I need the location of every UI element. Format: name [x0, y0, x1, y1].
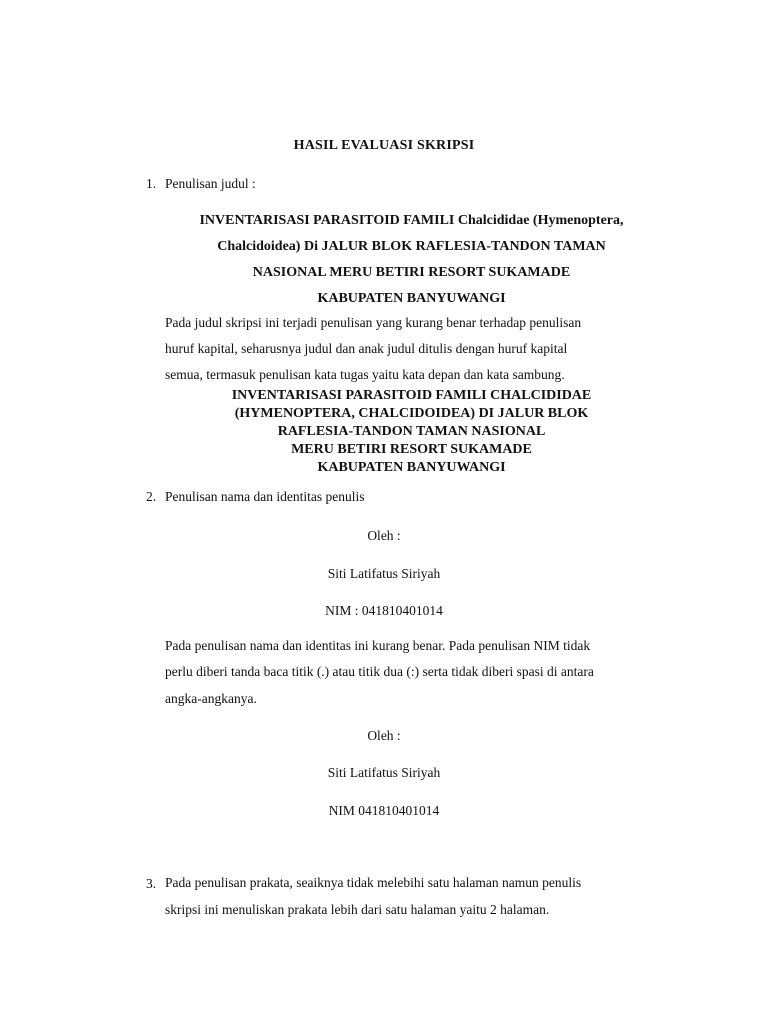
original-nim: NIM : 041810401014: [325, 603, 443, 618]
section-1-comment-line-3: semua, termasuk penulisan kata tugas yaitu kata depan dan kata sambung.: [165, 367, 565, 382]
original-title-line-3: NASIONAL MERU BETIRI RESORT SUKAMADE: [252, 265, 571, 280]
corrected-title-line-2: (HYMENOPTERA, CHALCIDOIDEA) DI JALUR BLOK: [234, 406, 589, 421]
corrected-title-line-1: INVENTARISASI PARASITOID FAMILI CHALCIDIDAE: [231, 388, 592, 403]
section-1-number: 1.: [146, 176, 157, 191]
corrected-title-line-5: KABUPATEN BANYUWANGI: [317, 460, 506, 475]
section-1-heading: Penulisan judul :: [165, 176, 256, 191]
corrected-author-name: Siti Latifatus Siriyah: [327, 765, 441, 780]
original-title-line-4: KABUPATEN BANYUWANGI: [317, 291, 506, 306]
section-3-comment-line-2: skripsi ini menuliskan prakata lebih dari satu halaman yaitu 2 halaman.: [165, 902, 550, 917]
section-3-number: 3.: [146, 876, 157, 891]
corrected-oleh: Oleh :: [367, 728, 401, 743]
original-title-line-1: INVENTARISASI PARASITOID FAMILI Chalcididae (Hymenoptera,: [199, 213, 624, 228]
section-1-comment-line-1: Pada judul skripsi ini terjadi penulisan yang kurang benar terhadap penulisan: [165, 315, 582, 330]
original-author-name: Siti Latifatus Siriyah: [327, 566, 441, 581]
original-oleh: Oleh :: [367, 528, 401, 543]
section-2-heading: Penulisan nama dan identitas penulis: [165, 489, 365, 504]
corrected-title-line-4: MERU BETIRI RESORT SUKAMADE: [291, 442, 532, 457]
page-title: HASIL EVALUASI SKRIPSI: [293, 138, 475, 153]
section-2-comment-line-2: perlu diberi tanda baca titik (.) atau titik dua (:) serta tidak diberi spasi di antara: [165, 664, 594, 679]
section-2-number: 2.: [146, 489, 157, 504]
section-2-comment-line-3: angka-angkanya.: [165, 691, 257, 706]
section-2-comment-line-1: Pada penulisan nama dan identitas ini kurang benar. Pada penulisan NIM tidak: [165, 638, 591, 653]
section-1-comment-line-2: huruf kapital, seharusnya judul dan anak judul ditulis dengan huruf kapital: [165, 341, 568, 356]
corrected-title-line-3: RAFLESIA-TANDON TAMAN NASIONAL: [277, 424, 546, 439]
corrected-nim: NIM 041810401014: [328, 803, 440, 818]
original-title-line-2: Chalcidoidea) Di JALUR BLOK RAFLESIA-TANDON TAMAN: [217, 239, 606, 254]
section-3-comment-line-1: Pada penulisan prakata, seaiknya tidak melebihi satu halaman namun penulis: [165, 875, 582, 890]
